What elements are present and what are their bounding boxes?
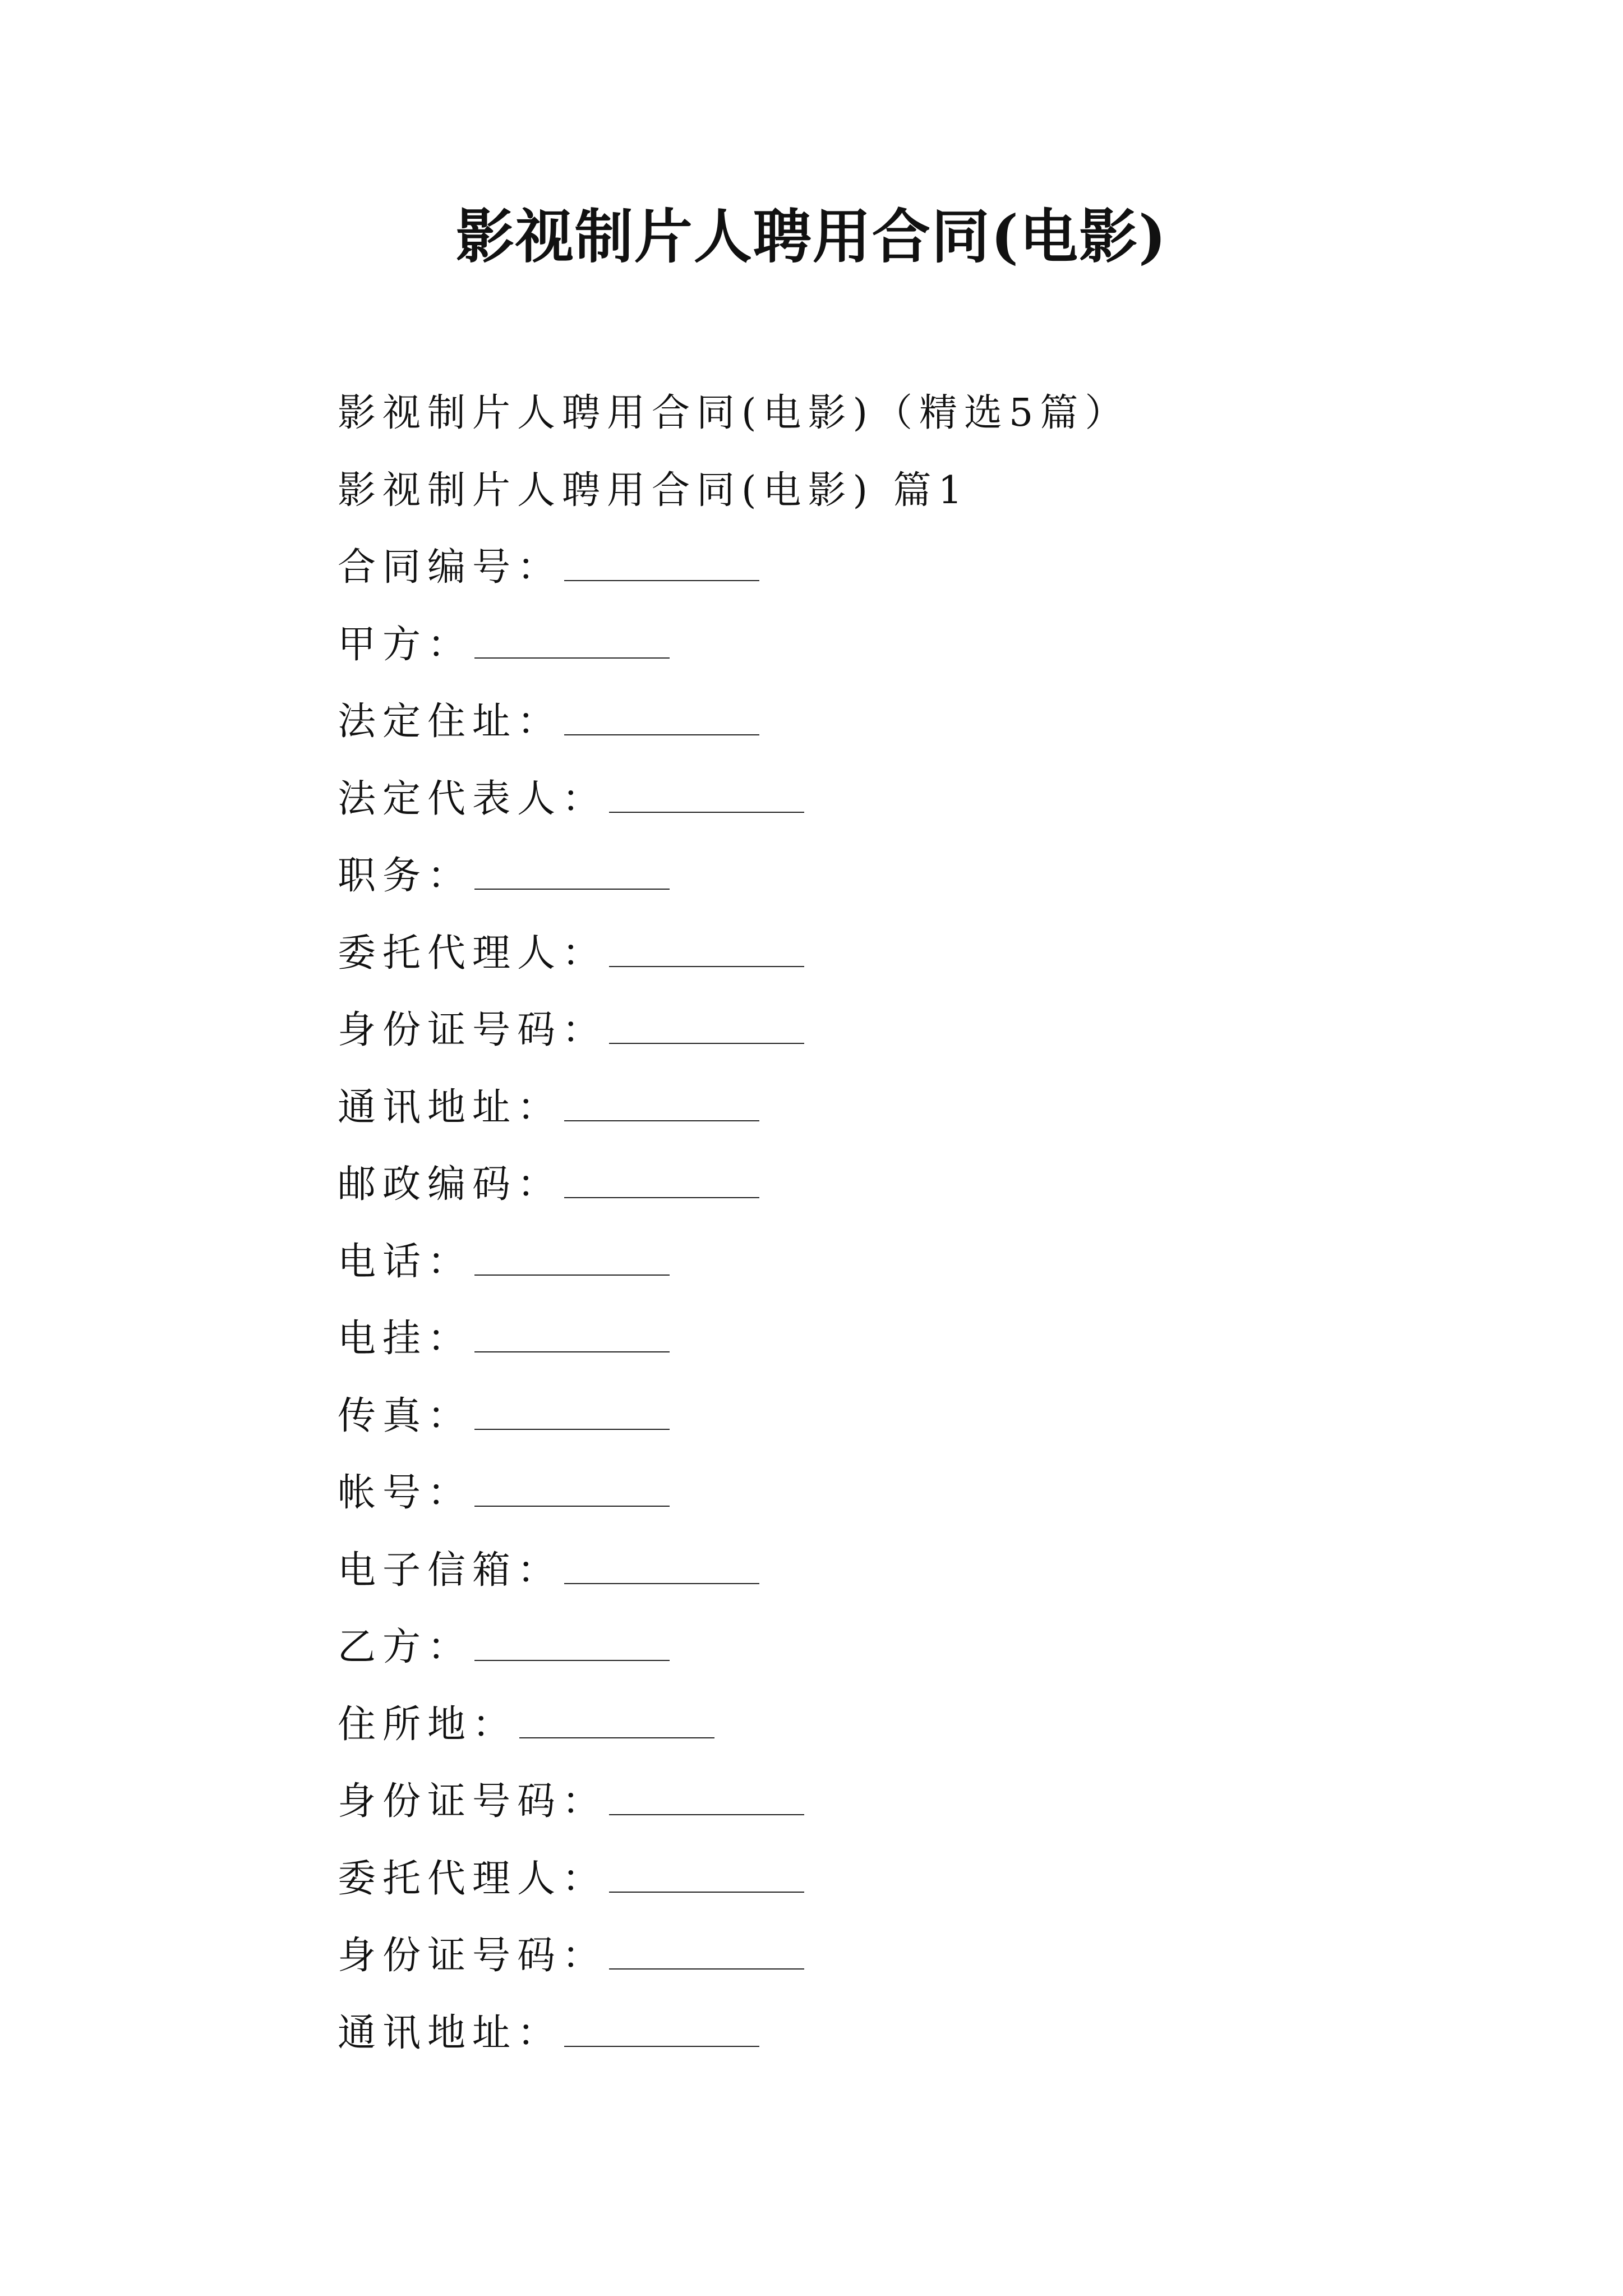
field-label: 住所地： bbox=[338, 1702, 518, 1747]
field-contract-number bbox=[338, 529, 1515, 606]
field-label: 甲方： bbox=[338, 622, 473, 667]
field-mailing-address bbox=[338, 1995, 1515, 2072]
field-label: 法定代表人： bbox=[338, 776, 607, 821]
field-domicile bbox=[338, 1686, 1515, 1764]
field-party-b bbox=[338, 1609, 1515, 1686]
part-heading: 影视制片人聘用合同(电影) 篇1 bbox=[338, 468, 969, 513]
field-telegraph bbox=[338, 1300, 1515, 1378]
field-legal-address bbox=[338, 683, 1515, 761]
field-label: 委托代理人： bbox=[338, 1856, 607, 1901]
field-label: 身份证号码： bbox=[338, 1934, 607, 1978]
fill-blank bbox=[564, 1543, 759, 1584]
field-label: 电话： bbox=[338, 1239, 473, 1284]
field-label: 法定住址： bbox=[338, 700, 562, 744]
fill-blank bbox=[519, 1697, 714, 1738]
field-authorized-agent bbox=[338, 1841, 1515, 1918]
field-id-number bbox=[338, 1763, 1515, 1841]
field-label: 帐号： bbox=[338, 1471, 473, 1515]
fill-blank bbox=[609, 1774, 804, 1815]
field-mailing-address bbox=[338, 1069, 1515, 1147]
fill-blank bbox=[564, 2005, 759, 2047]
fill-blank bbox=[609, 1002, 804, 1044]
contract-body bbox=[338, 375, 1515, 2072]
fill-blank bbox=[564, 1157, 759, 1198]
field-label: 身份证号码： bbox=[338, 1008, 607, 1052]
field-legal-representative bbox=[338, 761, 1515, 838]
field-phone bbox=[338, 1223, 1515, 1301]
fill-blank bbox=[564, 694, 759, 735]
field-label: 邮政编码： bbox=[338, 1162, 562, 1207]
field-id-number bbox=[338, 992, 1515, 1069]
fill-blank bbox=[609, 1851, 804, 1893]
fill-blank bbox=[609, 771, 804, 813]
fill-blank bbox=[474, 848, 670, 890]
fill-blank bbox=[564, 540, 759, 581]
field-id-number bbox=[338, 1917, 1515, 1995]
field-fax bbox=[338, 1378, 1515, 1455]
fill-blank bbox=[609, 1928, 804, 1970]
fill-blank bbox=[609, 926, 804, 967]
document-subtitle: 影视制片人聘用合同(电影)（精选5篇） bbox=[338, 391, 1130, 435]
fill-blank bbox=[474, 1311, 670, 1352]
field-label: 乙方： bbox=[338, 1625, 473, 1669]
field-label: 电挂： bbox=[338, 1317, 473, 1361]
fill-blank bbox=[474, 1388, 670, 1430]
fill-blank bbox=[474, 617, 670, 659]
field-label: 通讯地址： bbox=[338, 2010, 562, 2055]
field-label: 合同编号： bbox=[338, 545, 562, 590]
fill-blank bbox=[474, 1619, 670, 1661]
field-label: 委托代理人： bbox=[338, 931, 607, 976]
field-position bbox=[338, 838, 1515, 915]
field-party-a bbox=[338, 606, 1515, 684]
field-account bbox=[338, 1455, 1515, 1532]
field-email bbox=[338, 1532, 1515, 1609]
field-label: 传真： bbox=[338, 1393, 473, 1438]
fill-blank bbox=[564, 1080, 759, 1121]
field-postal-code bbox=[338, 1146, 1515, 1223]
fill-blank bbox=[474, 1234, 670, 1276]
document-title: 影视制片人聘用合同(电影) bbox=[455, 202, 1168, 271]
fill-blank bbox=[474, 1465, 670, 1507]
field-label: 职务： bbox=[338, 854, 473, 898]
field-label: 身份证号码： bbox=[338, 1779, 607, 1824]
field-label: 通讯地址： bbox=[338, 1085, 562, 1130]
field-authorized-agent bbox=[338, 915, 1515, 992]
field-label: 电子信箱： bbox=[338, 1548, 562, 1593]
